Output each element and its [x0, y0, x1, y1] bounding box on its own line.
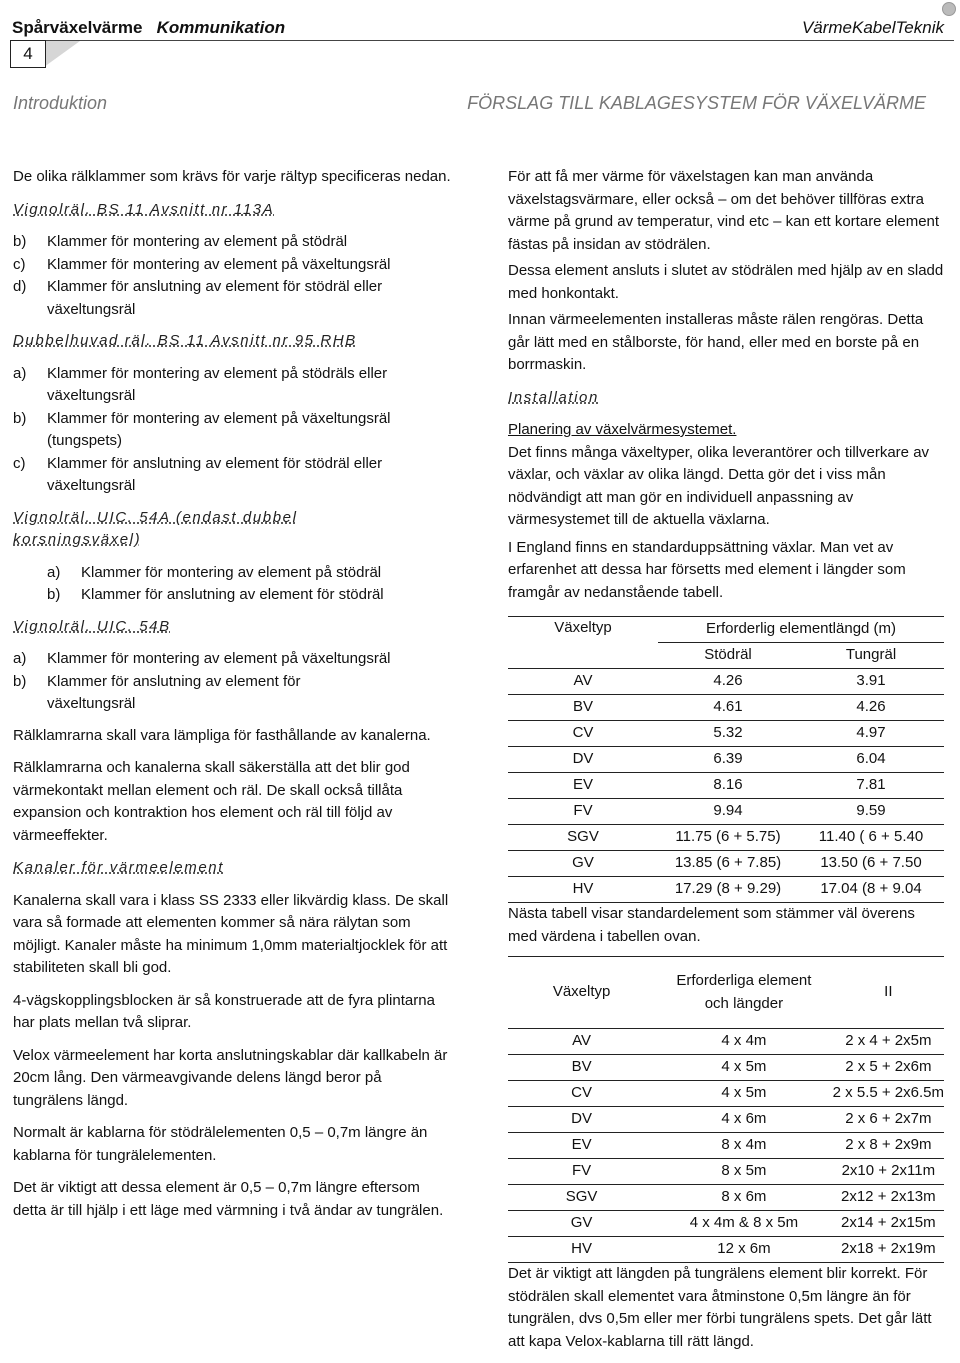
right-column [508, 166, 948, 1363]
heading-uic-54b: Vignolräl. UIC. 54B [13, 617, 171, 635]
paragraph: Normalt är kablarna för stödrälelementen 0,5 – 0,7m längre än kablarna för tungrälelementen. [13, 1124, 428, 1164]
table-header-cell: Växeltyp [552, 983, 611, 1001]
section-title: Introduktion [13, 93, 108, 113]
list-item: b) Klammer för anslutning av element för växeltungsräl [13, 672, 301, 712]
document-title-main: Spårväxelvärme [12, 18, 143, 37]
paragraph: Velox värmeelement har korta anslutningskablar där kallkabeln är 20cm lång. Den värmeavgivande delens längd beror på tungrälens längd. [13, 1046, 448, 1109]
paragraph: 4-vägskopplingsblocken är så konstruerade att de fyra plintarna har plats mellan två sliprar. [13, 991, 435, 1031]
page-tab-decoration [44, 41, 80, 67]
list-uic-54a [13, 562, 453, 607]
element-length-table [508, 616, 944, 903]
page-number: 4 [10, 40, 46, 68]
table-row: HV 12 x 6m 2x18 + 2x19m [508, 1237, 944, 1263]
document-title [12, 18, 285, 38]
table-row: DV 4 x 6m 2 x 6 + 2x7m [508, 1107, 944, 1133]
list-item: b) Klammer för anslutning av element för stödräl [47, 586, 384, 603]
list-item: a) Klammer för montering av element på stödräls eller växeltungsräl [13, 364, 388, 404]
paragraph: För att få mer värme för växelstagen kan man använda växelstagsvärmare, eller också – om det behöver tillföras extra värme på grund av temperatur, vind etc – kan ett kortare element fästas på insidan av stödrälen. [508, 168, 940, 253]
paragraph: Det finns många växeltyper, olika leverantörer och tillverkare av växlar, och växlar av olika längd. Detta gör det i viss mån nödvändigt att man gör en individuell anpassning av värmesystemet till de aktuella växlarna. [508, 443, 930, 528]
table-row: EV 8 x 4m 2 x 8 + 2x9m [508, 1133, 944, 1159]
table-row: BV 4.61 4.26 [508, 695, 944, 721]
table-row: GV 13.85 (6 + 7.85) 13.50 (6 + 7.50 [508, 851, 944, 877]
table-header-row [508, 957, 944, 1029]
table-row: GV 4 x 4m & 8 x 5m 2x14 + 2x15m [508, 1211, 944, 1237]
table-row: BV 4 x 5m 2 x 5 + 2x6m [508, 1055, 944, 1081]
paragraph: Det är viktigt att längden på tungrälens element blir korrekt. För stödrälen skall elementet vara åtminstone 0,5m längre än för tungrälen, dvs 0,5m eller mer förbi tungrälens spets. Det går lätt att kapa Velox-kablarna till rätt längd. [508, 1265, 932, 1350]
subheading-planering: Planering av växelvärmesystemet. [508, 421, 737, 438]
intro-paragraph: De olika rälklammer som krävs för varje rältyp specificeras nedan. [13, 168, 451, 185]
paragraph: Nästa tabell visar standardelement som stämmer väl överens med värdena i tabellen ovan. [508, 905, 915, 945]
paragraph: Det är viktigt att dessa element är 0,5 – 0,7m längre eftersom detta är till hjälp i ett läge med värmning i två ändar av tungrälen. [13, 1179, 444, 1219]
list-uic-54b [13, 648, 453, 716]
heading-dubbelhuvad: Dubbelhuvad räl. BS 11 Avsnitt nr 95 RHB [13, 332, 357, 349]
paragraph: Dessa element ansluts i slutet av stödrälen med hjälp av en sladd med honkontakt. [508, 262, 944, 302]
table-header-row [508, 617, 944, 643]
heading-kanaler: Kanaler för värmeelement [13, 859, 224, 876]
table-row: AV 4 x 4m 2 x 4 + 2x5m [508, 1029, 944, 1055]
table-row: FV 9.94 9.59 [508, 799, 944, 825]
table-row: HV 17.29 (8 + 9.29) 17.04 (8 + 9.04 [508, 877, 944, 903]
table-row: EV 8.16 7.81 [508, 773, 944, 799]
table-row: DV 6.39 6.04 [508, 747, 944, 773]
table-header-cell: Erforderlig elementlängd (m) [705, 620, 897, 638]
table-header-cell: Erforderliga element och längder [676, 972, 812, 1012]
table-row: CV 5.32 4.97 [508, 721, 944, 747]
paragraph: Kanalerna skall vara i klass SS 2333 eller likvärdig klass. De skall vara så formade att elementen kommer så nära rälytan som möjligt. Kanaler måste ha minimum 1,0mm materialtjocklek för att stabiliteten skall bli god. [13, 891, 449, 976]
list-item: b) Klammer för montering av element på stödräl [13, 233, 348, 250]
table-header-cell: Växeltyp [554, 619, 612, 636]
heading-installation: Installation [508, 388, 599, 406]
standard-element-table [508, 956, 944, 1263]
table1-wrapper [508, 616, 948, 903]
list-item: d) Klammer för anslutning av element för stödräl eller växeltungsräl [13, 278, 383, 318]
table-row: CV 4 x 5m 2 x 5.5 + 2x6.5m [508, 1081, 944, 1107]
list-item: a) Klammer för montering av element på stödräl [47, 563, 382, 581]
table-row: FV 8 x 5m 2x10 + 2x11m [508, 1159, 944, 1185]
left-column [13, 166, 453, 1232]
heading-uic-54a: Vignolräl. UIC. 54A (endast dubbel korsningsväxel) [13, 508, 298, 548]
table-row: SGV 8 x 6m 2x12 + 2x13m [508, 1185, 944, 1211]
table-row: AV 4.26 3.91 [508, 669, 944, 695]
list-item: c) Klammer för anslutning av element för stödräl eller växeltungsräl [13, 454, 383, 494]
table-row: SGV 11.75 (6 + 5.75) 11.40 ( 6 + 5.40 [508, 825, 944, 851]
paragraph: I England finns en standarduppsättning växlar. Man vet av erfarenhet att dessa har försetts med element i längder som framgår av nedanstående tabell. [508, 538, 906, 601]
list-item: b) Klammer för montering av element på växeltungsräl (tungspets) [13, 409, 391, 449]
header-divider [10, 40, 954, 41]
table2-wrapper [508, 956, 948, 1263]
document-title-sub: Kommunikation [156, 18, 286, 37]
section-subtitle: FÖRSLAG TILL KABLAGESYSTEM FÖR VÄXELVÄRME [467, 93, 926, 113]
paragraph: Rälklamrarna och kanalerna skall säkerställa att det blir god värmekontakt mellan element och räl. De skall också tillåta expansion och kontraktion hos element och räl till följd av värmeeffekter. [13, 759, 410, 844]
brand-name: VärmeKabelTeknik [801, 18, 944, 37]
list-item: c) Klammer för montering av element på växeltungsräl [13, 255, 391, 273]
list-item: a) Klammer för montering av element på växeltungsräl [13, 650, 391, 667]
list-vignol-113a [13, 231, 453, 321]
paragraph: Innan värmeelementen installeras måste rälen rengöras. Detta går lätt med en stålborste, för hand, eller med en borste på en borrmaskin. [508, 311, 924, 373]
table-header-cell: II [884, 983, 893, 1001]
table-header-cell: Tungräl [845, 646, 897, 664]
list-dubbelhuvad [13, 363, 453, 498]
paragraph: Rälklamrarna skall vara lämpliga för fasthållande av kanalerna. [13, 726, 431, 744]
table-header-cell: Stödräl [704, 646, 752, 664]
corner-circle-icon [942, 2, 956, 16]
heading-vignol-113a: Vignolräl. BS 11 Avsnitt nr 113A [13, 200, 275, 218]
